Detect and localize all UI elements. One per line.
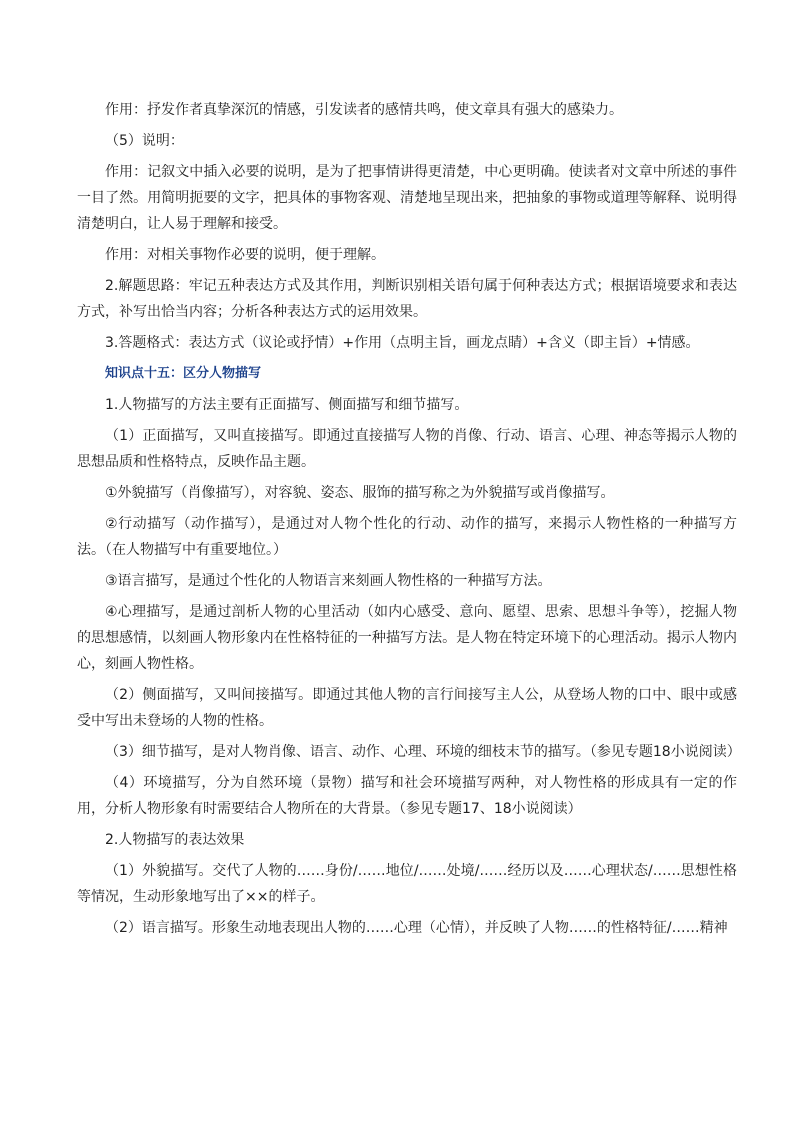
paragraph: （4）环境描写，分为自然环境（景物）描写和社会环境描写两种，对人物性格的形成具有一定的作用，分析人物形象有时需要结合人物所在的大背景。（参见专题17、18小说阅读） bbox=[77, 775, 737, 817]
paragraph: 1.人物描写的方法主要有正面描写、侧面描写和细节描写。 bbox=[105, 397, 469, 413]
paragraph: （3）细节描写，是对人物肖像、语言、动作、心理、环境的细枝末节的描写。（参见专题18小说阅读） bbox=[105, 744, 741, 760]
section-heading: 知识点十五：区分人物描写 bbox=[105, 366, 262, 381]
paragraph: （2）语言描写。形象生动地表现出人物的……心理（心情），并反映了人物……的性格特征/……精神 bbox=[105, 920, 728, 936]
paragraph: 2.解题思路：牢记五种表达方式及其作用，判断识别相关语句属于何种表达方式；根据语境要求和表达方式，补写出恰当内容；分析各种表达方式的运用效果。 bbox=[77, 278, 737, 320]
document-body bbox=[77, 97, 741, 946]
paragraph: （5）说明： bbox=[105, 133, 184, 149]
paragraph: （2）侧面描写，又叫间接描写。即通过其他人物的言行间接写主人公，从登场人物的口中、眼中或感受中写出未登场的人物的性格。 bbox=[77, 687, 737, 729]
paragraph: 作用：抒发作者真挚深沉的情感，引发读者的感情共鸣，使文章具有强大的感染力。 bbox=[105, 102, 623, 118]
paragraph: 作用：对相关事物作必要的说明，便于理解。 bbox=[105, 247, 385, 263]
paragraph: ③语言描写，是通过个性化的人物语言来刻画人物性格的一种描写方法。 bbox=[105, 573, 552, 589]
paragraph: 2.人物描写的表达效果 bbox=[105, 832, 245, 848]
paragraph: ②行动描写（动作描写），是通过对人物个性化的行动、动作的描写，来揭示人物性格的一种描写方法。（在人物描写中有重要地位。） bbox=[77, 516, 737, 558]
paragraph: （1）正面描写，又叫直接描写。即通过直接描写人物的肖像、行动、语言、心理、神态等揭示人物的思想品质和性格特点，反映作品主题。 bbox=[77, 428, 737, 470]
paragraph: ①外貌描写（肖像描写），对容貌、姿态、服饰的描写称之为外貌描写或肖像描写。 bbox=[105, 485, 615, 501]
paragraph: 作用：记叙文中插入必要的说明，是为了把事情讲得更清楚，中心更明确。使读者对文章中所述的事件一目了然。用简明扼要的文字，把具体的事物客观、清楚地呈现出来，把抽象的事物或道理等解释、说明得清楚明白，让人易于理解和接受。 bbox=[77, 164, 737, 232]
paragraph: （1）外貌描写。交代了人物的……身份/……地位/……处境/……经历以及……心理状态/……思想性格等情况，生动形象地写出了××的样子。 bbox=[77, 863, 737, 905]
paragraph: 3.答题格式：表达方式（议论或抒情）+作用（点明主旨，画龙点睛）+含义（即主旨）+情感。 bbox=[105, 335, 700, 351]
paragraph: ④心理描写，是通过剖析人物的心里活动（如内心感受、意向、愿望、思索、思想斗争等），挖掘人物的思想感情，以刻画人物形象内在性格特征的一种描写方法。是人物在特定环境下的心理活动。揭示人物内心，刻画人物性格。 bbox=[77, 604, 737, 672]
